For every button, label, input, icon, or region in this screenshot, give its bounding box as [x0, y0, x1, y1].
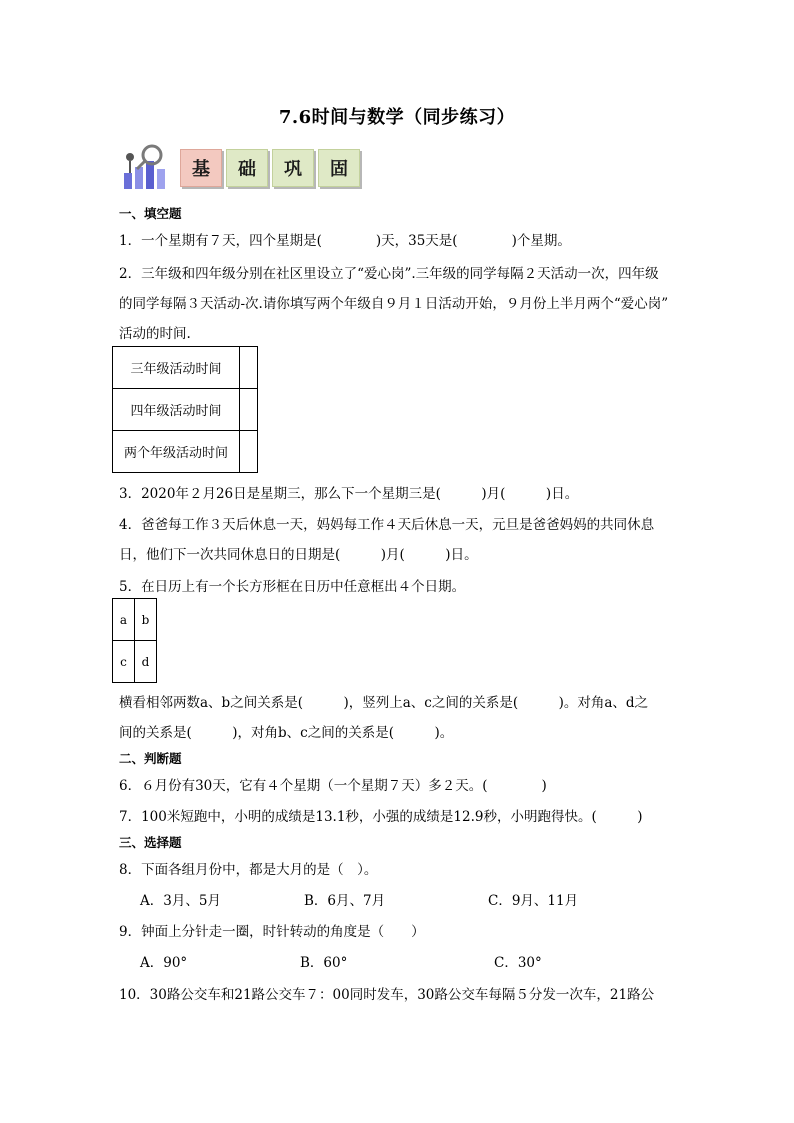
section-heading-fill-blank: 一、填空题 [119, 206, 182, 221]
calendar-box-table [112, 598, 157, 683]
question-10: 10．30路公交车和21路公交车７：00同时发车，30路公交车每隔５分发一次车，21路公 [119, 987, 655, 1003]
table-cell: c [113, 641, 135, 683]
table-cell: d [135, 641, 157, 683]
banner-tile: 础 [226, 149, 268, 187]
table-cell-label: 三年级活动时间 [113, 347, 240, 389]
question-8: 8．下面各组月份中，都是大月的是（ ）。 [119, 862, 378, 878]
table-row [113, 389, 258, 431]
section-heading-choice: 三、选择题 [119, 835, 182, 850]
question-5-text-line-1: 横看相邻两数a、b之间关系是( )，竖列上a、c之间的关系是( )。对角a、d之 [119, 695, 649, 711]
question-3: 3．2020年２月26日是星期三，那么下一个星期三是( )月( )日。 [119, 486, 579, 502]
table-cell-answer[interactable] [240, 431, 258, 473]
question-4-line-2: 日，他们下一次共同休息日的日期是( )月( )日。 [119, 547, 478, 563]
section-banner [118, 143, 368, 191]
table-row [113, 641, 157, 683]
activity-time-table [112, 346, 258, 473]
option-c[interactable]: C．30° [494, 955, 542, 971]
banner-tile: 固 [318, 149, 360, 187]
table-cell: a [113, 599, 135, 641]
option-b[interactable]: B．6月、7月 [304, 893, 386, 909]
table-cell-answer[interactable] [240, 389, 258, 431]
question-7: 7．100米短跑中，小明的成绩是13.1秒，小强的成绩是12.9秒，小明跑得快。( ) [119, 809, 643, 825]
banner-tiles [180, 149, 360, 187]
option-c[interactable]: C．9月、11月 [488, 893, 579, 909]
magnifier-bar-chart-icon [118, 143, 176, 191]
banner-tile: 巩 [272, 149, 314, 187]
table-cell-label: 两个年级活动时间 [113, 431, 240, 473]
option-a[interactable]: A．90° [140, 955, 188, 971]
question-6: 6．６月份有30天，它有４个星期（一个星期７天）多２天。( ) [119, 778, 547, 794]
section-heading-true-false: 二、判断题 [119, 751, 182, 766]
option-a[interactable]: A．3月、5月 [140, 893, 221, 909]
table-cell-label: 四年级活动时间 [113, 389, 240, 431]
question-1: 1．一个星期有７天，四个星期是( )天，35天是( )个星期。 [119, 233, 571, 249]
page-title: 7.6时间与数学（同步练习） [278, 107, 516, 128]
question-9: 9．钟面上分针走一圈，时针转动的角度是（ ） [119, 924, 425, 940]
question-2-line-2: 的同学每隔３天活动-次.请你填写两个年级自９月１日活动开始，９月份上半月两个“爱心岗” [119, 296, 669, 312]
table-row [113, 431, 258, 473]
table-cell: b [135, 599, 157, 641]
banner-tile: 基 [180, 149, 222, 187]
table-cell-answer[interactable] [240, 347, 258, 389]
question-4-line-1: 4．爸爸每工作３天后休息一天，妈妈每工作４天后休息一天，元旦是爸爸妈妈的共同休息 [119, 517, 655, 533]
question-2-line-1: 2．三年级和四年级分别在社区里设立了“爱心岗”.三年级的同学每隔２天活动一次，四年级 [119, 266, 659, 282]
question-5-text-line-2: 间的关系是( )，对角b、c之间的关系是( )。 [119, 725, 454, 741]
question-5: 5．在日历上有一个长方形框在日历中任意框出４个日期。 [119, 579, 466, 595]
option-b[interactable]: B．60° [300, 955, 348, 971]
table-row [113, 347, 258, 389]
question-2-line-3: 活动的时间. [119, 326, 191, 342]
table-row [113, 599, 157, 641]
